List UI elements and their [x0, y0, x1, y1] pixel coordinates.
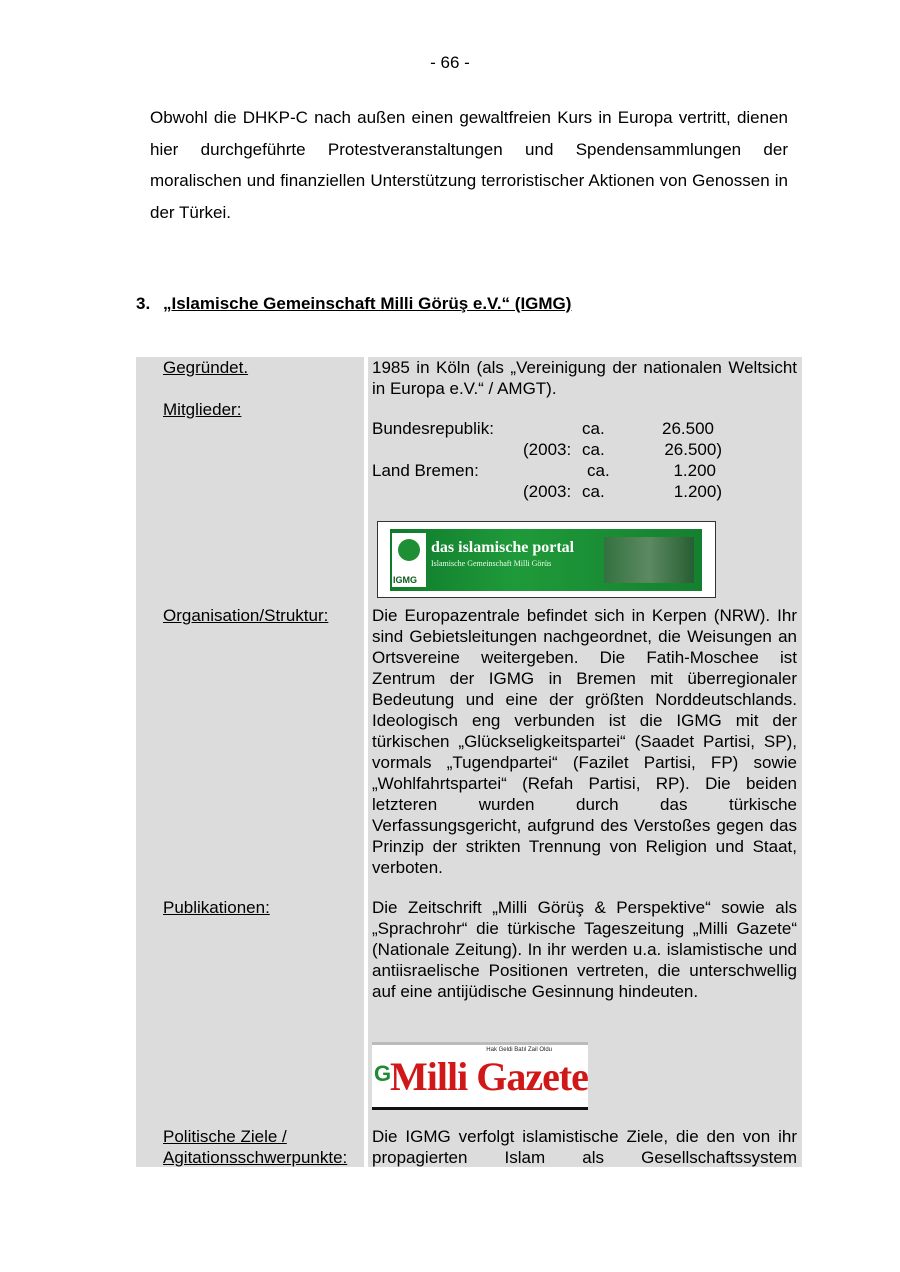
banner-photo — [604, 537, 694, 583]
banner-subtitle: Islamische Gemeinschaft Milli Görüs — [431, 559, 552, 568]
page-number: - 66 - — [430, 53, 470, 72]
members-ca: ca. — [582, 440, 605, 459]
members-row — [372, 460, 732, 481]
label-organisation: Organisation/Struktur: — [163, 606, 329, 625]
section-heading — [136, 294, 571, 314]
members-region: Bundesrepublik: — [372, 419, 494, 438]
members-prefix: (2003: — [523, 440, 572, 459]
milli-gazete-logo — [372, 1042, 588, 1110]
banner-title: das islamische portal — [431, 539, 575, 556]
section-number: 3. — [136, 294, 151, 313]
label-publications: Publikationen: — [163, 898, 270, 917]
milli-gazete-emblem-icon: G — [374, 1061, 392, 1086]
milli-gazete-title: Milli Gazete — [390, 1054, 588, 1099]
igmg-logo-text: IGMG — [393, 575, 417, 585]
members-region: Land Bremen: — [372, 461, 479, 480]
goals-text: Die IGMG verfolgt islamistische Ziele, die den von ihr propagierten Islam als Gesellschaftssystem — [372, 1127, 797, 1167]
founded-text: 1985 in Köln (als „Vereinigung der nationalen Weltsicht in Europa e.V.“ / AMGT). — [372, 358, 797, 398]
label-founded: Gegründet. — [163, 358, 249, 377]
members-row — [372, 439, 732, 460]
label-goals-line2: Agitationsschwerpunkte: — [163, 1148, 348, 1167]
label-members: Mitglieder: — [163, 400, 242, 419]
section-title: „Islamische Gemeinschaft Milli Görüş e.V.“ (IGMG) — [163, 294, 572, 313]
members-table — [372, 418, 732, 502]
members-value: 26.500 — [662, 419, 714, 438]
milli-gazete-tagline: Hak Geldi Batıl Zail Oldu — [486, 1047, 552, 1053]
label-column — [136, 357, 364, 1167]
intro-paragraph: Obwohl die DHKP-C nach außen einen gewaltfreien Kurs in Europa vertritt, dienen hier durchgeführte Protestveranstaltungen und Spendensammlungen der moralischen und finanziellen Unterstützung terroristischer Aktionen von Genossen in der Türkei. — [150, 108, 788, 222]
members-prefix: (2003: — [523, 482, 572, 501]
organisation-text: Die Europazentrale befindet sich in Kerpen (NRW). Ihr sind Gebietsleitungen nachgeordnet, die Weisungen an Ortsvereine weitergeben. Die Fatih-Moschee ist Zentrum der IGMG in Bremen mit überregionaler Bedeutung und eine der größten Norddeutschlands. Ideologisch eng verbunden ist die IGMG mit der türkischen „Glückseligkeitspartei“ (Saadet Partisi, SP), vormals „Tugendpartei“ (Fazilet Partisi, FP) sowie „Wohlfahrtspartei“ (Refah Partisi, RP). Die beiden letzteren wurden durch das türkische Verfassungsgericht, aufgrund des Verstoßes gegen das Prinzip der strikten Trennung von Religion und Staat, verboten. — [372, 606, 797, 877]
members-ca: ca. — [582, 419, 605, 438]
banner-image — [390, 529, 702, 591]
label-goals-line1: Politische Ziele / — [163, 1127, 287, 1146]
members-ca: ca. — [587, 461, 610, 480]
members-row — [372, 481, 732, 502]
globe-icon — [398, 539, 420, 561]
members-value: 1.200 — [673, 461, 716, 480]
members-ca: ca. — [582, 482, 605, 501]
publications-text: Die Zeitschrift „Milli Görüş & Perspektive“ sowie als „Sprachrohr“ die türkische Tageszeitung „Milli Gazete“ (Nationale Zeitung). In ihr werden u.a. islamistische und antiisraelische Positionen vertreten, die unterschwellig auf eine antijüdische Gesinnung hindeuten. — [372, 898, 797, 1001]
members-row — [372, 418, 732, 439]
igmg-logo — [392, 533, 426, 587]
igmg-portal-banner — [377, 521, 716, 598]
members-value: 1.200) — [673, 482, 722, 501]
members-value: 26.500) — [664, 440, 722, 459]
